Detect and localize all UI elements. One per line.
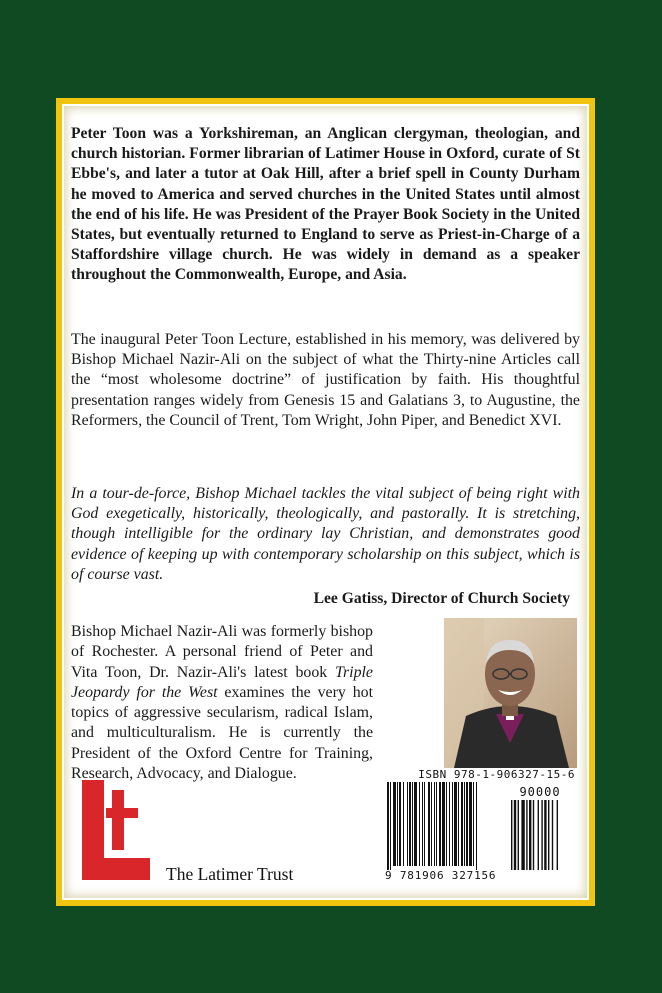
endorsement-quote: In a tour-de-force, Bishop Michael tackles the vital subject of being right with God exegetically, historically, theologically, and pastorally. It is stretching, though intelligible for the ordinary lay Christian, and demonstrates good evidence of keeping up with contemporary scholarship on this subject, which is of course vast. <box>71 485 580 583</box>
author-bio <box>71 622 373 784</box>
back-cover-panel <box>56 98 595 906</box>
author-photo <box>444 618 577 768</box>
isbn-label: ISBN 978-1-906327-15-6 <box>418 768 575 781</box>
barcode-number: 9 781906 327156 <box>385 869 497 882</box>
author-bio-text-end: examines the very hot topics of aggressive secularism, radical Islam, and multiculturalism. He is currently the President of the Oxford Centre for Training, Research, Advocacy, and Dialogue. <box>71 683 373 783</box>
endorsement-attribution: Lee Gatiss, Director of Church Society <box>313 590 570 607</box>
bio-paragraph: Peter Toon was a Yorkshireman, an Anglican clergyman, theologian, and church historian. Former librarian of Latimer House in Oxford, curate of St Ebbe's, and later a tutor at Oak Hill, after a brief spell in County Durham he moved to America and served churches in the United States until almost the end of his life. He was President of the Prayer Book Society in the United States, but eventually returned to England to serve as Priest-in-Charge of a Staffordshire village church. He was widely in demand as a speaker throughout the Commonwealth, Europe, and Asia. <box>71 125 580 284</box>
isbn-barcode <box>385 768 577 884</box>
author-bio-text: Bishop Michael Nazir-Ali was formerly bishop of Rochester. A personal friend of Peter and Vita Toon, Dr. Nazir-Ali's latest book <box>71 623 373 681</box>
latimer-trust-logo <box>82 780 152 880</box>
lecture-paragraph: The inaugural Peter Toon Lecture, established in his memory, was delivered by Bishop Michael Nazir-Ali on the subject of what the Thirty-nine Articles call the “most wholesome doctrine” of justification by faith. His thoughtful presentation ranges widely from Genesis 15 and Galatians 3, to Augustine, the Reformers, the Council of Trent, Tom Wright, John Piper, and Benedict XVI. <box>71 331 580 429</box>
publisher-name: The Latimer Trust <box>166 864 294 884</box>
barcode-addon: 90000 <box>519 785 561 799</box>
book-title: Triple Jeopardy for the West <box>71 663 373 701</box>
